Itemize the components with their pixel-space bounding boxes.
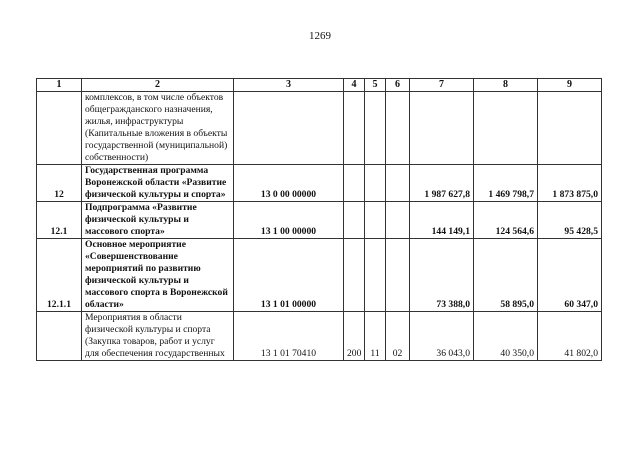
row-col5 [365,165,386,202]
col-header: 5 [365,79,386,92]
row-col4 [344,202,365,239]
col-header: 4 [344,79,365,92]
header-row [37,79,602,92]
row-code: 13 1 01 70410 [234,312,344,361]
row-col5 [365,239,386,312]
row-value-9: 41 802,0 [538,312,602,361]
row-col5 [365,202,386,239]
table-row [37,165,602,202]
row-code [234,92,344,165]
budget-table [36,78,602,361]
col-header: 7 [410,79,474,92]
row-value-7: 36 043,0 [410,312,474,361]
row-code: 13 1 01 00000 [234,239,344,312]
row-value-9: 1 873 875,0 [538,165,602,202]
row-col4 [344,165,365,202]
row-value-8: 124 564,6 [474,202,538,239]
row-col6 [386,239,410,312]
row-col4 [344,92,365,165]
col-header: 8 [474,79,538,92]
row-number [37,92,82,165]
row-col6 [386,165,410,202]
row-value-9 [538,92,602,165]
table-row [37,312,602,361]
row-number: 12 [37,165,82,202]
row-value-8: 40 350,0 [474,312,538,361]
row-value-9: 95 428,5 [538,202,602,239]
col-header: 3 [234,79,344,92]
col-header: 6 [386,79,410,92]
row-code: 13 1 00 00000 [234,202,344,239]
col-header: 9 [538,79,602,92]
row-value-8: 1 469 798,7 [474,165,538,202]
col-header: 1 [37,79,82,92]
row-col6: 02 [386,312,410,361]
table-row [37,239,602,312]
row-name: Мероприятия в области физической культуры и спорта (Закупка товаров, работ и услуг для обеспечения государственных [82,312,234,361]
row-col6 [386,202,410,239]
row-col4 [344,239,365,312]
row-value-9: 60 347,0 [538,239,602,312]
page-number: 1269 [309,30,331,42]
table-row [37,202,602,239]
row-code: 13 0 00 00000 [234,165,344,202]
row-number: 12.1 [37,202,82,239]
row-value-7: 73 388,0 [410,239,474,312]
row-col5: 11 [365,312,386,361]
row-value-8 [474,92,538,165]
row-number: 12.1.1 [37,239,82,312]
row-value-8: 58 895,0 [474,239,538,312]
row-name: комплексов, в том числе объектов общегражданского назначения, жилья, инфраструктуры (Капитальные вложения в объекты государственной (муниципальной) собственности) [82,92,234,165]
table-row [37,92,602,165]
row-name: Государственная программа Воронежской области «Развитие физической культуры и спорта» [82,165,234,202]
row-value-7: 144 149,1 [410,202,474,239]
row-value-7 [410,92,474,165]
row-col4: 200 [344,312,365,361]
row-name: Подпрограмма «Развитие физической культуры и массового спорта» [82,202,234,239]
row-number [37,312,82,361]
row-value-7: 1 987 627,8 [410,165,474,202]
col-header: 2 [82,79,234,92]
row-col5 [365,92,386,165]
row-name: Основное мероприятие «Совершенствование мероприятий по развитию физической культуры и массового спорта в Воронежской области» [82,239,234,312]
row-col6 [386,92,410,165]
